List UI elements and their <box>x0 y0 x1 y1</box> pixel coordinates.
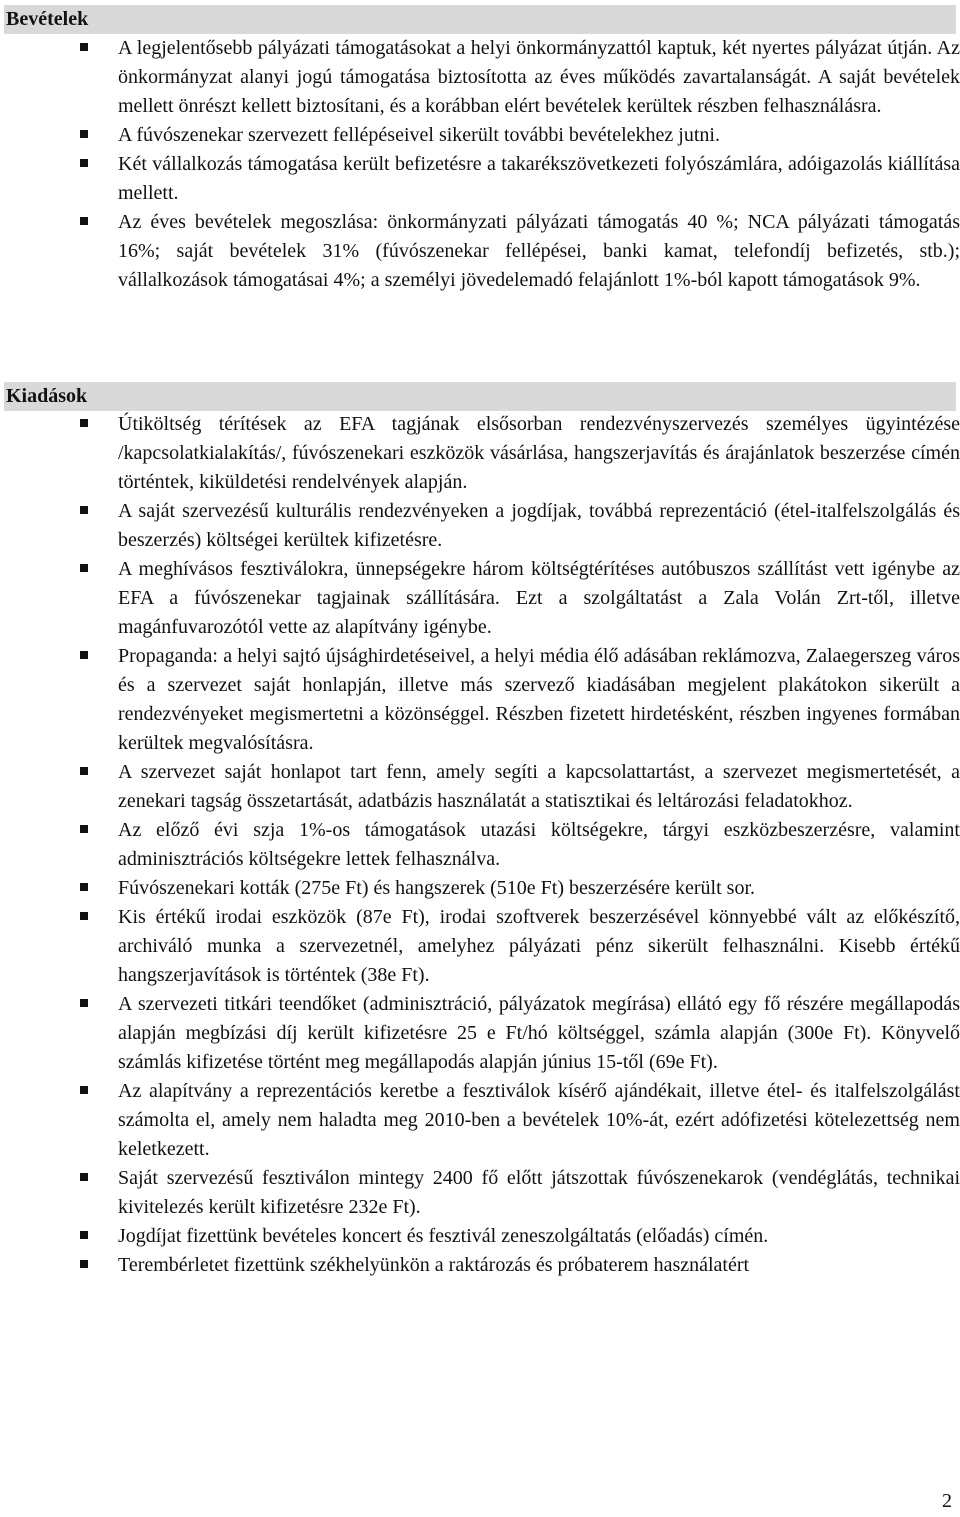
square-bullet-icon <box>80 1231 88 1239</box>
expenses-item-text: A saját szervezésű kulturális rendezvényeken a jogdíjak, továbbá reprezentáció (étel-italfelszolgálás és beszerzés) költségei kerültek kifizetésre. <box>118 500 960 551</box>
revenues-item <box>0 34 960 121</box>
square-bullet-icon <box>80 43 88 51</box>
square-bullet-icon <box>80 217 88 225</box>
square-bullet-icon <box>80 767 88 775</box>
square-bullet-icon <box>80 419 88 427</box>
square-bullet-icon <box>80 825 88 833</box>
revenues-heading-text: Bevételek <box>6 8 89 30</box>
expenses-item <box>0 816 960 874</box>
expenses-item-text: Kis értékű irodai eszközök (87e Ft), irodai szoftverek beszerzésével könnyebbé vált az előkészítő, archiváló munka a szervezetnél, amelyhez pályázati pénz sikerült felhasználni. Kisebb értékű hangszerjavítások is történtek (38e Ft). <box>118 906 960 986</box>
square-bullet-icon <box>80 159 88 167</box>
square-bullet-icon <box>80 1173 88 1181</box>
expenses-item <box>0 1077 960 1164</box>
revenues-item-text: A legjelentősebb pályázati támogatásokat a helyi önkormányzattól kaptuk, két nyertes pályázat útján. Az önkormányzat alanyi jogú támogatása biztosította az éves működés zavartalanságát. A saját bevételek mellett önrészt kellett biztosítani, és a korábban elért bevételek kerültek részben felhasználásra. <box>118 37 960 117</box>
square-bullet-icon <box>80 651 88 659</box>
expenses-item-text: Jogdíjat fizettünk bevételes koncert és fesztivál zeneszolgáltatás (előadás) címén. <box>118 1225 769 1247</box>
square-bullet-icon <box>80 1260 88 1268</box>
revenues-heading <box>4 5 956 34</box>
revenues-list <box>0 34 960 295</box>
expenses-item <box>0 642 960 758</box>
expenses-item-text: Terembérletet fizettünk székhelyünkön a raktározás és próbaterem használatért <box>118 1254 750 1276</box>
expenses-item <box>0 874 960 903</box>
expenses-item <box>0 990 960 1077</box>
expenses-item-text: Az előző évi szja 1%-os támogatások utazási költségekre, tárgyi eszközbeszerzésre, valamint adminisztrációs költségekre lettek felhasználva. <box>118 819 960 870</box>
expenses-item-text: Az alapítvány a reprezentációs keretbe a fesztiválok kísérő ajándékait, illetve étel- és italfelszolgálást számolta el, amely nem haladta meg 2010-ben a bevételek 10%-át, ezért adófizetési kötelezettség nem keletkezett. <box>118 1080 960 1160</box>
expenses-item <box>0 497 960 555</box>
expenses-item-text: A meghívásos fesztiválokra, ünnepségekre három költségtérítéses autóbuszos szállítást vett igénybe az EFA a fúvószenekar tagjainak szállítására. Ezt a szolgáltatást a Zala Volán Zrt-től, illetve magánfuvarozótól vette az alapítvány igénybe. <box>118 558 960 638</box>
revenues-item <box>0 150 960 208</box>
revenues-item <box>0 121 960 150</box>
square-bullet-icon <box>80 130 88 138</box>
revenues-item-text: A fúvószenekar szervezett fellépéseivel sikerült további bevételekhez jutni. <box>118 124 720 146</box>
square-bullet-icon <box>80 506 88 514</box>
expenses-item <box>0 1222 960 1251</box>
expenses-item-text: Propaganda: a helyi sajtó újsághirdetéseivel, a helyi média élő adásában reklámozva, Zalaegerszeg város és a szervezet saját honlapján, illetve más szervező kiadásában megjelent plakátokon sikerült a rendezvényeket megismertetni a közönséggel. Részben fizetett hirdetésként, részben ingyenes formában kerültek megvalósításra. <box>118 645 960 754</box>
square-bullet-icon <box>80 564 88 572</box>
expenses-list <box>0 410 960 1280</box>
square-bullet-icon <box>80 999 88 1007</box>
page-number: 2 <box>942 1490 952 1512</box>
expenses-heading-text: Kiadások <box>6 385 88 407</box>
expenses-item-text: Útiköltség térítések az EFA tagjának elsősorban rendezvényszervezés személyes ügyintézése /kapcsolatkialakítás/, fúvószenekari eszközök vásárlása, hangszerjavítás és árajánlatok beszerzése címén történtek, kiküldetési rendelvények alapján. <box>118 413 960 493</box>
square-bullet-icon <box>80 912 88 920</box>
revenues-item-text: Két vállalkozás támogatása került befizetésre a takarékszövetkezeti folyószámlára, adóigazolás kiállítása mellett. <box>118 153 960 204</box>
expenses-item-text: Saját szervezésű fesztiválon mintegy 2400 fő előtt játszottak fúvószenekarok (vendéglátás, technikai kivitelezés került kifizetésre 232e Ft). <box>118 1167 960 1218</box>
expenses-item <box>0 410 960 497</box>
expenses-item-text: A szervezet saját honlapot tart fenn, amely segíti a kapcsolattartást, a szervezet megismertetését, a zenekari tagság összetartását, adatbázis használatát a statisztikai és leltározási feladatokhoz. <box>118 761 960 812</box>
expenses-item-text: A szervezeti titkári teendőket (adminisztráció, pályázatok megírása) ellátó egy fő részére megállapodás alapján megbízási díj került kifizetésre 25 e Ft/hó költséggel, számla alapján (300e Ft). Könyvelő számlás kifizetése történt meg megállapodás alapján június 15-től (69e Ft). <box>118 993 960 1073</box>
expenses-item <box>0 555 960 642</box>
revenues-item-text: Az éves bevételek megoszlása: önkormányzati pályázati támogatás 40 %; NCA pályázati támogatás 16%; saját bevételek 31% (fúvószenekar fellépései, banki kamat, telefondíj befizetés, stb.); vállalkozások támogatásai 4%; a személyi jövedelemadó felajánlott 1%-ból kapott támogatások 9%. <box>118 211 960 291</box>
expenses-item <box>0 1164 960 1222</box>
square-bullet-icon <box>80 883 88 891</box>
expenses-heading <box>4 382 956 411</box>
expenses-item <box>0 758 960 816</box>
expenses-item <box>0 903 960 990</box>
revenues-item <box>0 208 960 295</box>
square-bullet-icon <box>80 1086 88 1094</box>
expenses-item <box>0 1251 960 1280</box>
expenses-item-text: Fúvószenekari kották (275e Ft) és hangszerek (510e Ft) beszerzésére került sor. <box>118 877 756 899</box>
